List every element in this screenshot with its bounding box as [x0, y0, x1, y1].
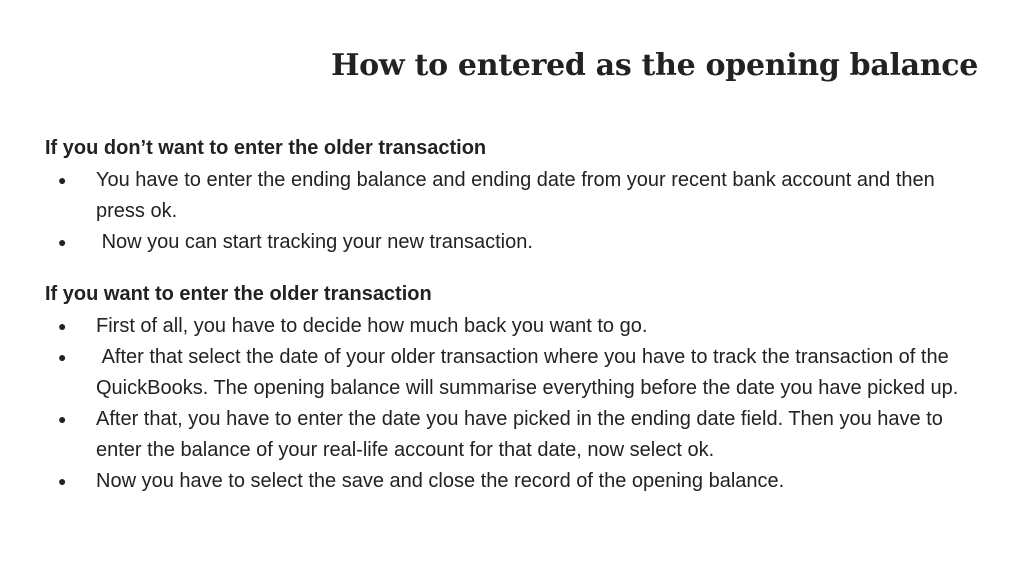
list-item: [45, 311, 985, 342]
list-item-text: After that, you have to enter the date you have picked in the ending date field. Then you have to enter the balance of your real-life account for that date, now select ok.: [96, 408, 949, 461]
section-heading: If you want to enter the older transaction: [45, 283, 432, 305]
bullet-icon: ●: [58, 473, 67, 489]
bullet-list: [45, 165, 985, 258]
list-item-text: After that select the date of your older transaction where you have to track the transaction of the QuickBooks. The opening balance will summarise everything before the date you have picked up.: [96, 346, 959, 399]
bullet-icon: ●: [58, 411, 67, 427]
list-item-text: You have to enter the ending balance and ending date from your recent bank account and then press ok.: [96, 169, 941, 222]
list-item: [45, 342, 985, 404]
bullet-icon: ●: [58, 349, 67, 365]
list-item: [45, 404, 985, 466]
list-item: [45, 466, 985, 497]
slide-title: How to entered as the opening balance: [331, 48, 978, 83]
list-item-text: First of all, you have to decide how much back you want to go.: [96, 315, 648, 337]
list-item: [45, 227, 985, 258]
bullet-icon: ●: [58, 172, 67, 188]
bullet-icon: ●: [58, 318, 67, 334]
list-item-text: Now you can start tracking your new transaction.: [96, 231, 533, 253]
bullet-icon: ●: [58, 234, 67, 250]
bullet-list: [45, 311, 985, 497]
list-item: [45, 165, 985, 227]
section-heading: If you don’t want to enter the older transaction: [45, 137, 487, 159]
slide-content: [45, 134, 985, 497]
section-dont-want-older-transaction: [45, 134, 985, 258]
section-want-older-transaction: [45, 280, 985, 497]
list-item-text: Now you have to select the save and close the record of the opening balance.: [96, 470, 785, 492]
